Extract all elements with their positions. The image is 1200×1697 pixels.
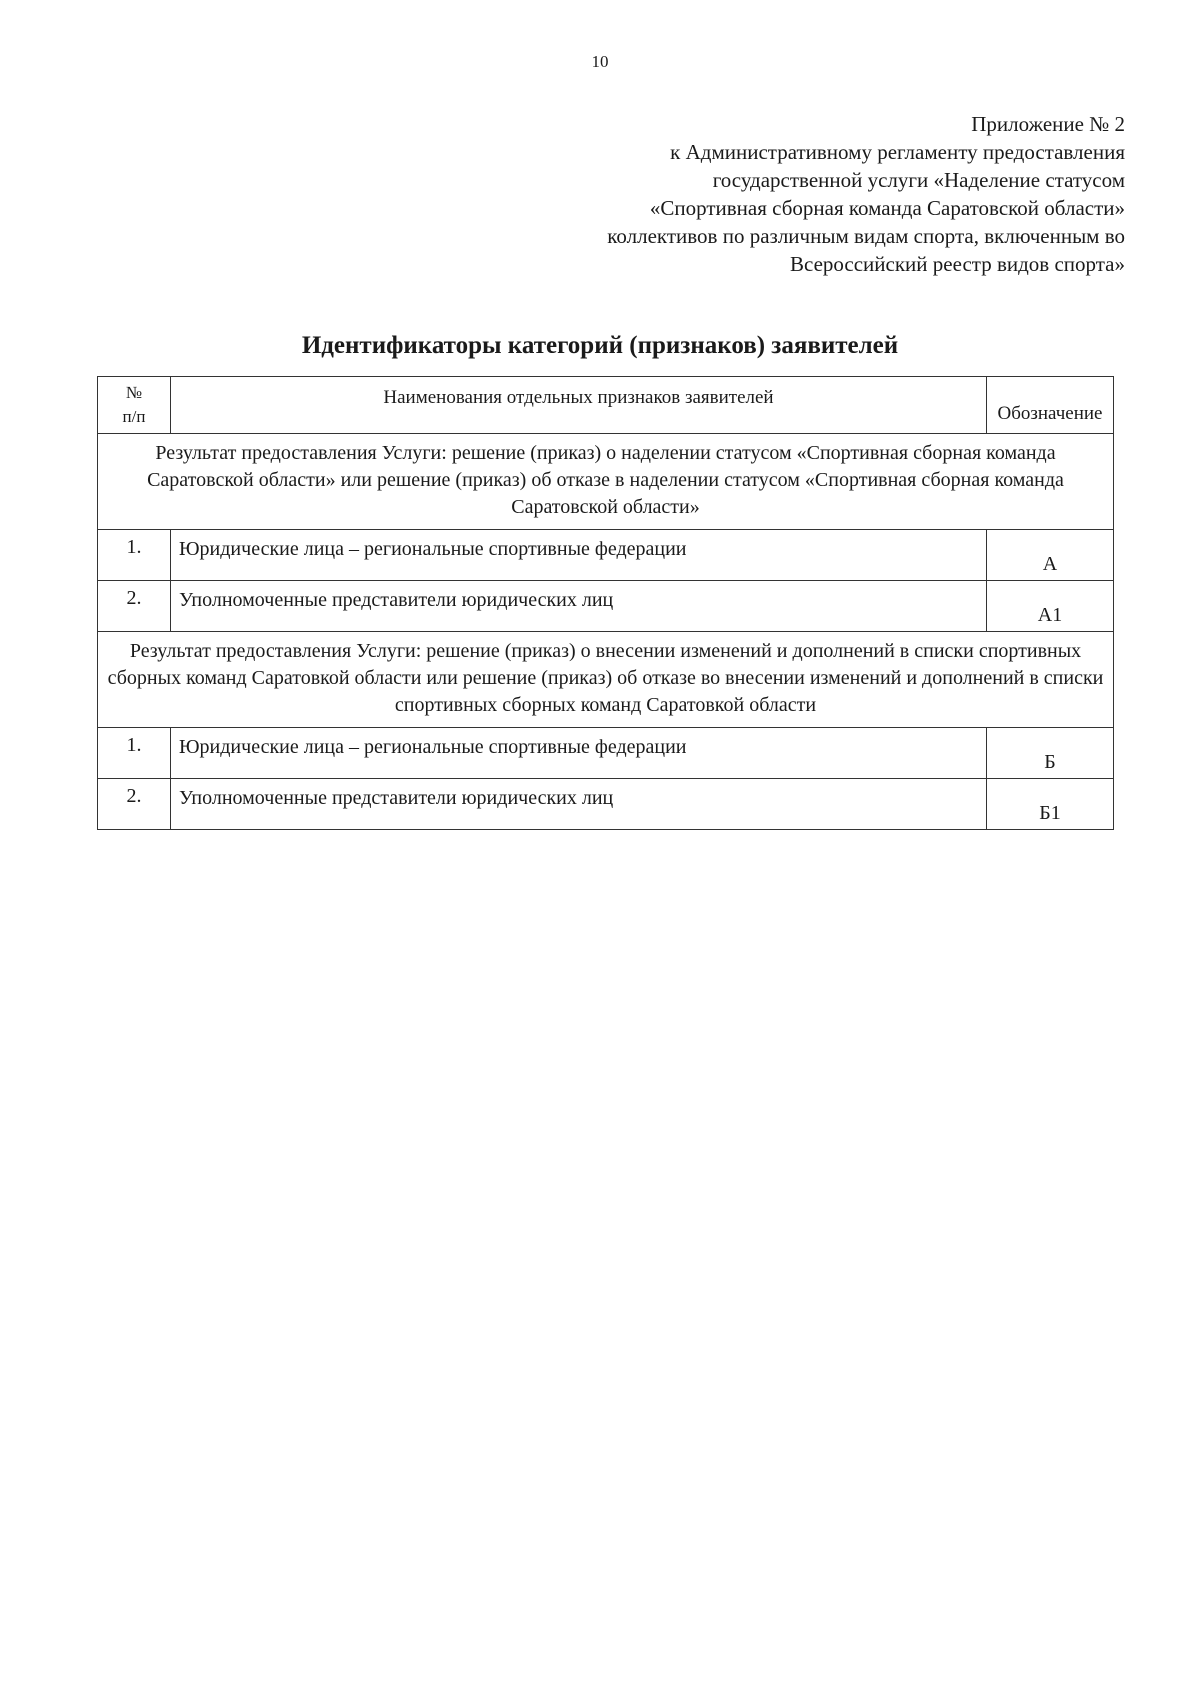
row-code: Б: [987, 728, 1114, 779]
table-header-row: [98, 377, 1114, 434]
row-code: А: [987, 530, 1114, 581]
header-code-cell: Обозначение: [987, 377, 1114, 434]
header-number-cell: [98, 377, 171, 434]
row-number: 1.: [98, 530, 171, 581]
section-result-text: Результат предоставления Услуги: решение (приказ) о наделении статусом «Спортивная сборная команда Саратовской области» или решение (приказ) об отказе в наделении статусом «Спортивная сборная команда Саратовской области»: [98, 434, 1114, 530]
section-result-text: Результат предоставления Услуги: решение (приказ) о внесении изменений и дополнений в списки спортивных сборных команд Саратовкой области или решение (приказ) об отказе во внесении изменений и дополнений в списки спортивных сборных команд Саратовкой области: [98, 632, 1114, 728]
header-number-abbr: п/п: [122, 407, 146, 426]
table-row: [98, 530, 1114, 581]
appendix-line: «Спортивная сборная команда Саратовской области»: [649, 196, 1125, 220]
header-name-cell: Наименования отдельных признаков заявителей: [171, 377, 987, 434]
row-name: Уполномоченные представители юридических лиц: [171, 581, 987, 632]
document-title: Идентификаторы категорий (признаков) заявителей: [301, 332, 899, 359]
appendix-line: государственной услуги «Наделение статусом: [712, 168, 1125, 192]
row-name: Юридические лица – региональные спортивные федерации: [171, 530, 987, 581]
page-number: 10: [591, 52, 609, 71]
appendix-line: Всероссийский реестр видов спорта»: [789, 252, 1125, 276]
row-number: 2.: [98, 779, 171, 830]
table-row: [98, 779, 1114, 830]
identifiers-table: [97, 376, 1114, 830]
appendix-header: [607, 110, 1125, 278]
table-row: [98, 581, 1114, 632]
row-code: Б1: [987, 779, 1114, 830]
header-number-sign: №: [125, 383, 143, 402]
row-number: 1.: [98, 728, 171, 779]
row-name: Уполномоченные представители юридических лиц: [171, 779, 987, 830]
appendix-line: коллективов по различным видам спорта, включенным во: [607, 224, 1125, 248]
row-name: Юридические лица – региональные спортивные федерации: [171, 728, 987, 779]
appendix-line: Приложение № 2: [971, 112, 1125, 136]
row-code: А1: [987, 581, 1114, 632]
appendix-line: к Административному регламенту предоставления: [670, 140, 1125, 164]
row-number: 2.: [98, 581, 171, 632]
table-row: [98, 728, 1114, 779]
section-row: [98, 632, 1114, 728]
section-row: [98, 434, 1114, 530]
